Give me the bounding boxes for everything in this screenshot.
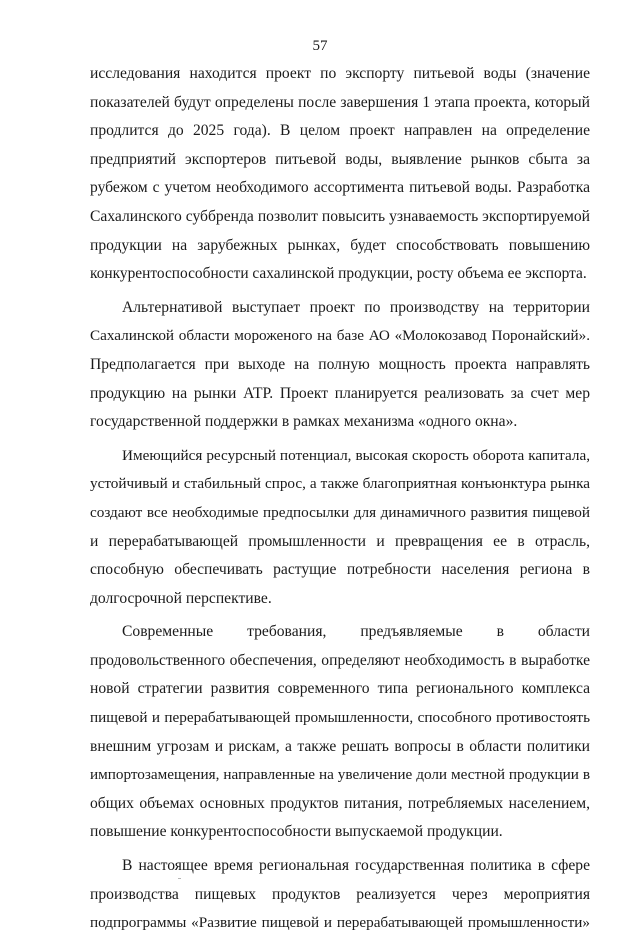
page-number: 57 xyxy=(312,38,328,54)
text-line: долгосрочной перспективе. xyxy=(90,589,272,607)
text-line: исследования находится проект по экспорту питьевой воды (значение xyxy=(90,65,590,82)
paragraph-5 xyxy=(90,852,590,938)
text-line: устойчивый и стабильный спрос, а также благоприятная конъюнктура рынка xyxy=(90,475,590,493)
text-line: подпрограммы «Развитие пищевой и перерабатывающей промышленности» xyxy=(90,914,590,932)
paragraph-3 xyxy=(90,442,590,614)
body-text xyxy=(90,60,590,943)
text-line: Современные требования, предъявляемые в области xyxy=(122,623,590,641)
text-line: и перерабатывающей промышленности и превращения ее в отрасль, xyxy=(90,532,590,550)
text-line: Сахалинского суббренда позволит повысить узнаваемость экспортируемой xyxy=(90,207,590,225)
text-line: конкурентоспособности сахалинской продукции, росту объема ее экспорта. xyxy=(90,265,587,283)
text-line: создают все необходимые предпосылки для динамичного развития пищевой xyxy=(90,503,590,521)
text-line: Альтернативой выступает проект по производству на территории xyxy=(122,298,590,316)
text-line: производства пищевых продуктов реализуется через мероприятия xyxy=(90,885,590,903)
text-line: продлится до 2025 года). В целом проект направлен на определение xyxy=(90,122,590,140)
text-line: предприятий экспортеров питьевой воды, выявление рынков сбыта за xyxy=(90,150,590,168)
paragraph-1 xyxy=(90,60,590,289)
text-line: показателей будут определены после завершения 1 этапа проекта, который xyxy=(90,93,590,111)
paragraph-2 xyxy=(90,294,590,437)
text-line: государственной поддержки в рамках механизма «одного окна». xyxy=(90,413,518,431)
text-line: рубежом с учетом необходимого ассортимента питьевой воды. Разработка xyxy=(90,179,590,197)
text-line: способную обеспечивать растущие потребности населения региона в xyxy=(90,561,590,579)
text-line: В настоящее время региональная государственная политика в сфере xyxy=(122,857,590,875)
text-line: повышение конкурентоспособности выпускаемой продукции. xyxy=(90,823,503,841)
scan-speck xyxy=(178,878,181,879)
paragraph-4 xyxy=(90,618,590,847)
text-line: Сахалинской области мороженого на базе АО «Молокозавод Поронайский». xyxy=(90,327,590,345)
text-line: продукцию на рынки АТР. Проект планируется реализовать за счет мер xyxy=(90,384,590,402)
text-line: Предполагается при выходе на полную мощность проекта направлять xyxy=(90,355,590,373)
text-line: Имеющийся ресурсный потенциал, высокая скорость оборота капитала, xyxy=(122,446,590,464)
text-line: внешним угрозам и рискам, а также решать вопросы в области политики xyxy=(90,737,590,755)
text-line: импортозамещения, направленные на увеличение доли местной продукции в xyxy=(90,766,590,784)
text-line: пищевой и перерабатывающей промышленности, способного противостоять xyxy=(90,709,590,727)
text-line: продовольственного обеспечения, определяют необходимость в выработке xyxy=(90,651,590,669)
text-line: общих объемах основных продуктов питания, потребляемых населением, xyxy=(90,794,590,812)
text-line: новой стратегии развития современного типа регионального комплекса xyxy=(90,680,590,698)
text-line: продукции на зарубежных рынках, будет способствовать повышению xyxy=(90,236,590,254)
